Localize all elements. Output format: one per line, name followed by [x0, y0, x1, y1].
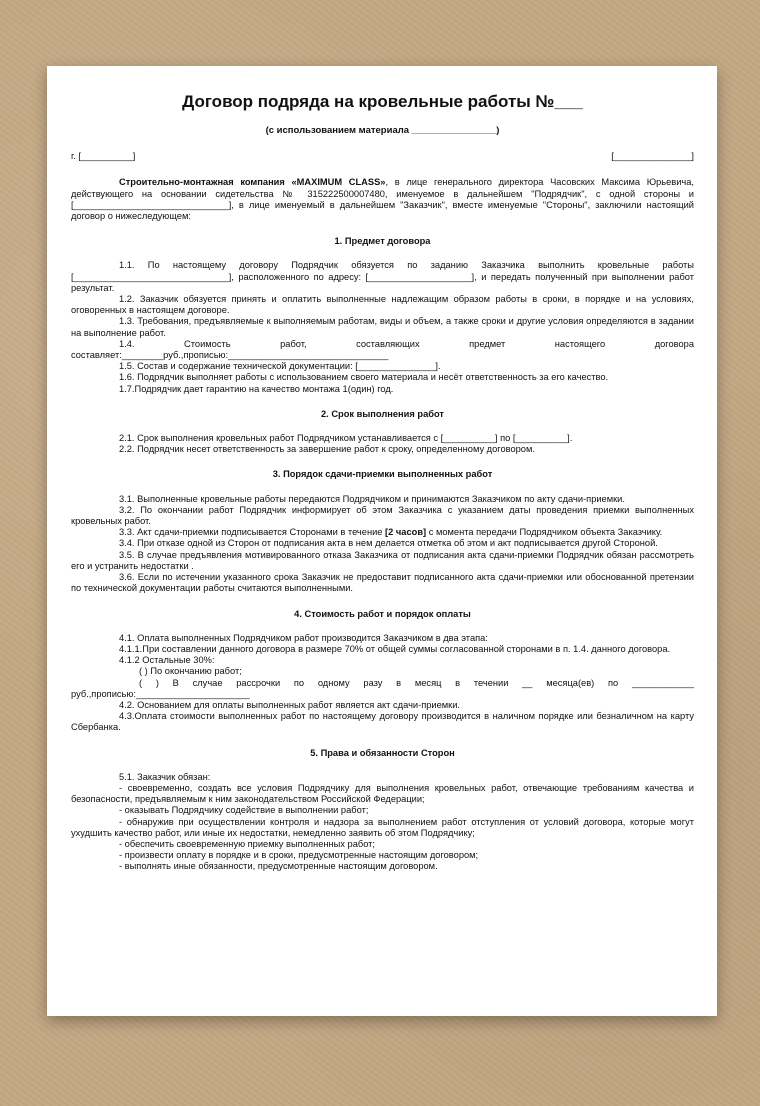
clause-1-2: 1.2. Заказчик обязуется принять и оплатить выполненные надлежащим образом работы в сроки, в порядке и на условиях, оговоренных в настоящем договоре. — [71, 294, 694, 316]
section-2-title: 2. Срок выполнения работ — [321, 408, 444, 419]
clause-3-1: 3.1. Выполненные кровельные работы передаются Подрядчиком и принимаются Заказчиком по акту сдачи-приемки. — [119, 493, 625, 504]
obligation-item: - обнаружив при осуществлении контроля и надзора за выполнением работ отступления от условий договора, которые могут ухудшить качество работ, или иные их недостатки, немедленно заявить об этом Подрядчику; — [71, 816, 694, 838]
document-subtitle: (с использованием материала ________________) — [265, 125, 500, 136]
document-page — [47, 66, 717, 1016]
city-field: г. [__________] — [71, 151, 136, 162]
clause-3-3-term: [2 часов] — [385, 527, 427, 538]
clause-3-3-start: 3.3. Акт сдачи-приемки подписывается Сторонами в течение — [119, 527, 386, 538]
clause-1-5: 1.5. Состав и содержание технической документации: [_______________]. — [119, 361, 441, 372]
clause-3-2: 3.2. По окончании работ Подрядчик информирует об этом Заказчика с указанием даты проведения приемки выполненных кровельных работ. — [71, 504, 694, 527]
city-date-row — [71, 151, 694, 162]
clause-4-1: 4.1. Оплата выполненных Подрядчиком работ производится Заказчиком в два этапа: — [119, 632, 488, 643]
obligation-item: - произвести оплату в порядке и в сроки, предусмотренные настоящим договором; — [119, 850, 479, 861]
clause-4-1-1: 4.1.1.При составлении данного договора в размере 70% от общей суммы согласованной сторонами в п. 1.4. данного договора. — [119, 643, 671, 654]
obligation-item: - обеспечить своевременную приемку выполненных работ; — [119, 838, 376, 849]
clause-2-2: 2.2. Подрядчик несет ответственность за завершение работ к сроку, определенному договором. — [119, 444, 535, 455]
clause-4-3: 4.3.Оплата стоимости выполненных работ по настоящему договору производится в наличном порядке или безналичном на карту Сбербанка. — [71, 711, 694, 733]
obligation-item: - оказывать Подрядчику содействие в выполнении работ; — [119, 805, 369, 816]
clause-1-7: 1.7.Подрядчик дает гарантию на качество монтажа 1(один) год. — [119, 383, 394, 394]
document-title: Договор подряда на кровельные работы №___ — [182, 92, 583, 111]
clause-3-6: 3.6. Если по истечении указанного срока Заказчик не предоставит подписанного акта сдачи-приемки или обоснованной претензии по технической документации работы считаются выполненными. — [71, 572, 694, 594]
section-3-title: 3. Порядок сдачи-приемки выполненных работ — [272, 469, 493, 480]
intro-paragraph — [71, 177, 694, 222]
date-field: [_______________] — [611, 151, 694, 162]
payment-option-1: ( ) По окончанию работ; — [139, 666, 242, 677]
intro-text: , в лице генерального директора Часовских Максима Юрьевича, действующего на основании сидетельства № 315222500007480, именуемое в дальнейшем "Подрядчик", с одной стороны и [______________________________], в лице именуемый в дальнейшем "Заказчик", вместе именуемые "Стороны", заключили настоящий договор о нижеследующем: — [71, 177, 694, 222]
clause-1-3: 1.3. Требования, предъявляемые к выполняемым работам, виды и объем, а также сроки и другие условия определяются в задании на выполнение работ. — [71, 316, 694, 338]
section-1-title: 1. Предмет договора — [334, 236, 431, 247]
clause-1-6: 1.6. Подрядчик выполняет работы с использованием своего материала и несёт ответственность за его качество. — [119, 372, 609, 383]
clause-2-1: 2.1. Срок выполнения кровельных работ Подрядчиком устанавливается с [__________] по [__________]. — [119, 433, 573, 444]
clause-3-3 — [71, 527, 694, 538]
payment-option-2-line2: руб.,прописью:______________________ — [71, 688, 250, 699]
section-4-title: 4. Стоимость работ и порядок оплаты — [294, 608, 471, 619]
clause-3-4: 3.4. При отказе одной из Сторон от подписания акта в нем делается отметка об этом и акт подписывается другой Стороной. — [119, 538, 658, 549]
clause-4-2: 4.2. Основанием для оплаты выполненных работ является акт сдачи-приемки. — [119, 699, 461, 710]
company-name: Строительно-монтажная компания «MAXIMUM CLASS» — [119, 177, 386, 188]
clause-3-3-end: с момента передачи Подрядчиком объекта Заказчику. — [426, 527, 663, 538]
obligation-item: - своевременно, создать все условия Подрядчику для выполнения кровельных работ, отвечающие требованиям качества и безопасности, предъявляемым к ним законодательством Российской Федерации; — [71, 782, 694, 805]
section-5-title: 5. Права и обязанности Сторон — [310, 747, 455, 758]
clause-1-4-line1: 1.4. Стоимость работ, составляющих предмет настоящего договора — [119, 338, 694, 349]
obligation-item: - выполнять иные обязанности, предусмотренные настоящим договором. — [119, 861, 438, 872]
clause-1-4-line2: составляет:________руб.,прописью:_______________________________ — [71, 350, 389, 361]
clause-5-1: 5.1. Заказчик обязан: — [119, 771, 211, 782]
clause-3-5: 3.5. В случае предъявления мотивированного отказа Заказчика от подписания акта сдачи-приемки Подрядчик обязан рассмотреть его и устранить недостатки . — [71, 549, 694, 571]
payment-option-2-line1: ( ) В случае рассрочки по одному разу в месяц в течении __ месяца(ев) по ____________ — [139, 677, 694, 688]
clause-1-1: 1.1. По настоящему договору Подрядчик обязуется по заданию Заказчика выполнить кровельные работы [______________________________], расположенного по адресу: [____________________], и передать полученный при выполнении работ результат. — [71, 260, 694, 293]
document-content — [71, 92, 694, 873]
clause-4-1-2: 4.1.2 Остальные 30%: — [119, 655, 215, 666]
